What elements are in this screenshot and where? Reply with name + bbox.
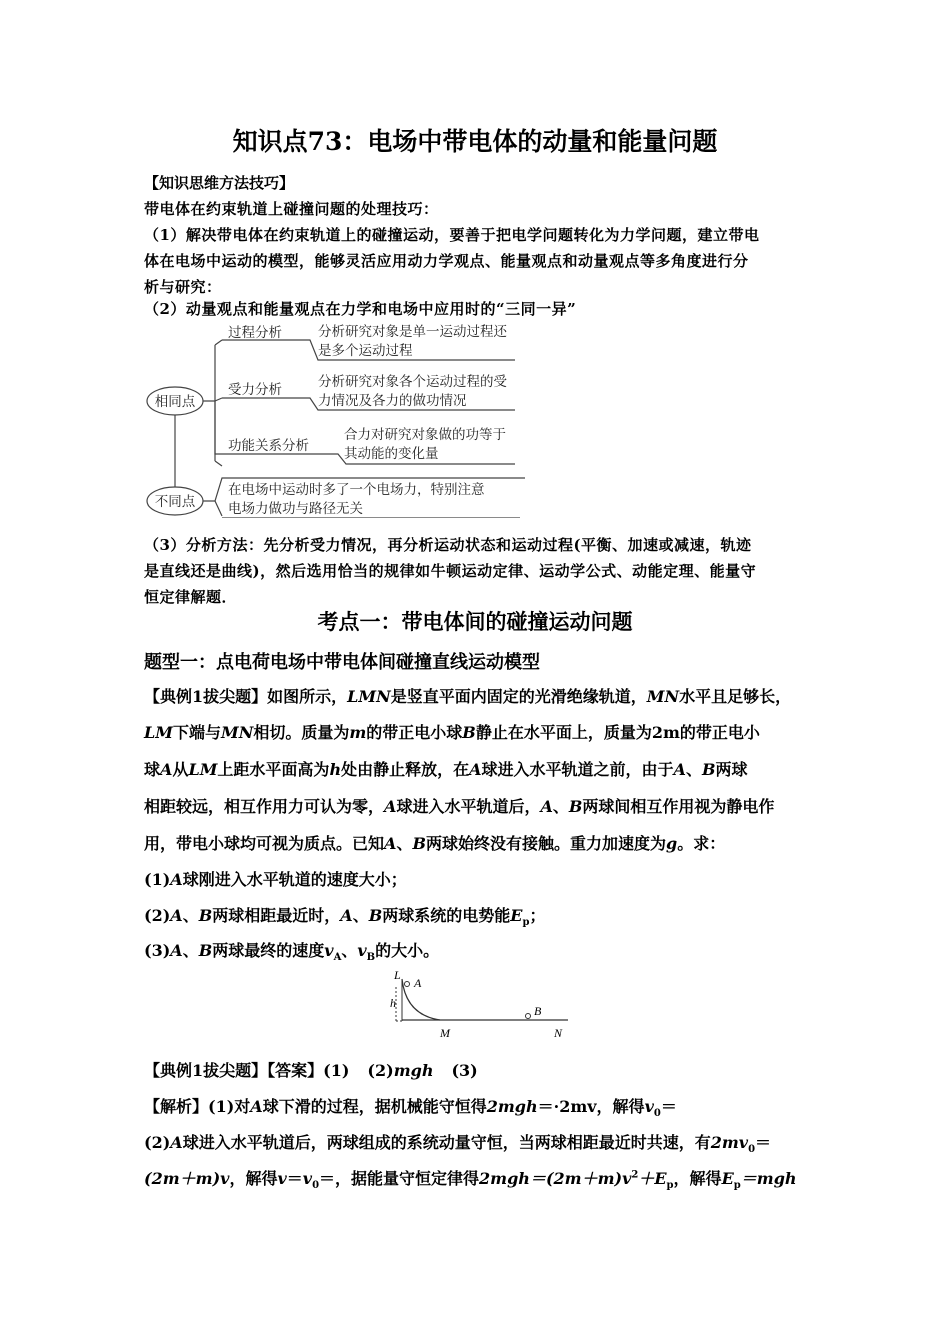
label-l: L <box>394 968 401 982</box>
branch-3-desc-1: 合力对研究对象做的功等于 <box>344 427 506 443</box>
paragraph-3-line-3: 恒定律解题． <box>144 588 238 606</box>
answer-line: 【典例1拔尖题】【答案】(1) (2)mgh (3) <box>144 1061 478 1080</box>
ball-a <box>405 982 410 987</box>
example-line-1: 【典例1拔尖题】如图所示，LMN是竖直平面内固定的光滑绝缘轨道，MN水平且足够长， <box>144 687 792 706</box>
paragraph-3-line-1: （3）分析方法：先分析受力情况，再分析运动状态和运动过程(平衡、加速或减速，轨迹 <box>144 536 752 554</box>
branch-2-desc-2: 力情况及各力的做功情况 <box>318 393 467 409</box>
example-line-5: 用，带电小球均可视为质点。已知A、B两球始终没有接触。重力加速度为g。求： <box>144 834 726 853</box>
label-m: M <box>440 1026 450 1040</box>
branch-3-desc-2: 其动能的变化量 <box>344 446 439 462</box>
question-1: (1)A球刚进入水平轨道的速度大小； <box>144 870 407 889</box>
track-figure <box>380 965 580 1045</box>
branch-1-desc-1: 分析研究对象是单一运动过程还 <box>318 324 507 340</box>
branch-2-label: 受力分析 <box>228 382 282 398</box>
branch-1-desc-2: 是多个运动过程 <box>318 343 413 359</box>
branch-1-label: 过程分析 <box>228 325 282 341</box>
analysis-line-2: (2)A球进入水平轨道后，两球组成的系统动量守恒，当两球相距最近时共速，有$2mv_0=$ <box>144 1133 772 1156</box>
type-1-title: 题型一：点电荷电场中带电体间碰撞直线运动模型 <box>144 652 540 673</box>
example-line-2: LM下端与MN相切。质量为m的带正电小球B静止在水平面上，质量为2m的带正电小 <box>144 723 760 742</box>
comparison-diagram <box>140 318 530 518</box>
diff-desc-1: 在电场中运动时多了一个电场力，特别注意 <box>228 482 485 498</box>
intro-text: 带电体在约束轨道上碰撞问题的处理技巧： <box>144 200 439 218</box>
paragraph-1-line-2: 体在电场中运动的模型，能够灵活应用动力学观点、能量观点和动量观点等多角度进行分 <box>144 252 749 270</box>
question-3: (3)A、B两球最终的速度$v_A$、$v_B$的大小。 <box>144 941 440 964</box>
analysis-line-1: 【解析】(1)对A球下滑的过程，据机械能守恒得2mgh＝·2mv，解得$v_0=$ <box>144 1097 677 1120</box>
diff-node-label: 不同点 <box>154 494 196 510</box>
section-heading: 【知识思维方法技巧】 <box>144 174 295 192</box>
page-title: 知识点73：电场中带电体的动量和能量问题 <box>232 127 718 156</box>
paragraph-2: （2）动量观点和能量观点在力学和电场中应用时的“三同一异” <box>144 300 577 318</box>
label-n: N <box>554 1026 563 1040</box>
example-line-4: 相距较远，相互作用力可认为零，A球进入水平轨道后，A、B两球间相互作用视为静电作 <box>144 797 775 816</box>
analysis-line-3: (2m＋m)v，解得$v=v_0=$，据能量守恒定律得$2mgh=(2m+m)v^2+E_p$，解得$E_p=mgh$ <box>144 1169 797 1192</box>
point-1-title: 考点一：带电体间的碰撞运动问题 <box>317 609 633 634</box>
diff-desc-2: 电场力做功与路径无关 <box>228 501 363 517</box>
paragraph-3-line-2: 是直线还是曲线)，然后选用恰当的规律如牛顿运动定律、运动学公式、动能定理、能量守 <box>144 562 757 580</box>
ball-b <box>526 1014 531 1019</box>
branch-3-label: 功能关系分析 <box>228 438 309 454</box>
same-node-label: 相同点 <box>154 394 196 410</box>
example-line-3: 球A从LM上距水平面高为h处由静止释放，在A球进入水平轨道之前，由于A、B两球 <box>144 760 748 779</box>
paragraph-1-line-3: 析与研究： <box>144 278 222 296</box>
label-b: B <box>534 1004 542 1018</box>
question-2: (2)A、B两球相距最近时，A、B两球系统的电势能$E_p$； <box>144 906 546 929</box>
label-a: A <box>414 976 422 990</box>
branch-2-desc-1: 分析研究对象各个运动过程的受 <box>318 374 507 390</box>
paragraph-1-line-1: （1）解决带电体在约束轨道上的碰撞运动，要善于把电学问题转化为力学问题，建立带电 <box>144 226 760 244</box>
label-h: h <box>390 996 396 1010</box>
